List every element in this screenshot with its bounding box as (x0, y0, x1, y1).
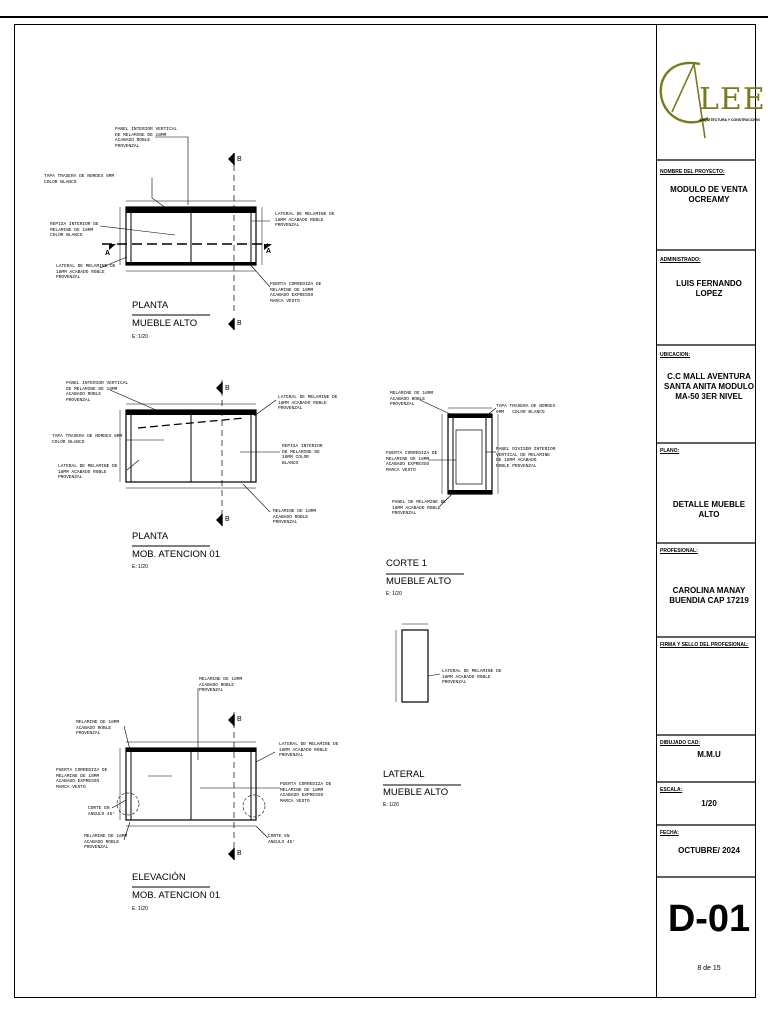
project-name-value: MODULO DE VENTA OCREAMY (670, 185, 748, 204)
view5-title: LATERAL (383, 769, 425, 780)
signature-label: FIRMA Y SELLO DEL PROFESIONAL: (660, 642, 749, 648)
view4-scale: E: 1/20 (386, 591, 402, 597)
cad-cell (660, 738, 754, 780)
view-lateral (396, 624, 440, 702)
professional-value: CAROLINA MANAY BUENDIA CAP 17219 (669, 586, 749, 605)
note-corte-angulo-right: CORTE EN ANGULO 45° (268, 834, 296, 845)
view3-title: ELEVACIÓN (132, 872, 186, 883)
scale-cell (660, 785, 754, 823)
note-lateral-elev: LATERAL DE MELAMINE DE 18MM ACABADO ROBLE PROVENZAL (279, 742, 339, 758)
company-logo-text: LEE (699, 82, 766, 117)
note-repisa-interior-1: REPISA INTERIOR DE MELAMINE DE 18MM COLOR BLANCO (50, 222, 99, 238)
note-repisa-interior-2: REPISA INTERIOR DE MELAMINE DE 18MM COLOR BLANCO (282, 444, 323, 466)
administered-value: LUIS FERNANDO LOPEZ (676, 279, 742, 298)
section-mark-a-right: A (266, 248, 272, 255)
project-name-cell (660, 163, 754, 249)
plan-value: DETALLE MUEBLE ALTO (672, 500, 746, 519)
section-mark-b3-bottom: B (237, 850, 242, 857)
view4-title: CORTE 1 (386, 558, 428, 569)
scale-value: 1/20 (701, 799, 717, 808)
note-puerta-corrediza-corte: PUERTA CORREDIZA DE MELAMINE DE 18MM ACABADO EXPRESSO MARCA VESTO (386, 451, 438, 473)
view1-subtitle: MUEBLE ALTO (132, 318, 198, 329)
note-panel-corte-bottom: PANEL DE MELAMINE DE 18MM ACABADO ROBLE PROVENZAL (392, 500, 447, 516)
note-melamine-2: MELAMINE DE 18MM ACABADO ROBLE PROVENZAL (273, 509, 317, 525)
location-cell (660, 348, 754, 440)
sheet-count: 8 de 15 (697, 965, 721, 972)
note-tapa-trasera-1: TAPA TRASERA DE NORDEX 6MM COLOR BLANCO (44, 174, 115, 185)
note-lateral-view: LATERAL DE MELAMINE DE 18MM ACABADO ROBLE PROVENZAL (442, 669, 502, 685)
location-value: C.C MALL AVENTURA SANTA ANITA MODULO MA-50 3ER NIVEL (664, 372, 754, 401)
sheet-code: D-01 (667, 898, 751, 940)
view2-scale: E: 1/20 (132, 564, 148, 570)
plan-cell (660, 446, 754, 540)
view1-title: PLANTA (132, 300, 169, 311)
view5-scale: E: 1/20 (383, 802, 399, 808)
view2-subtitle: MOB. ATENCION 01 (132, 549, 220, 560)
view2-title: PLANTA (132, 531, 169, 542)
date-label: FECHA: (660, 830, 679, 836)
note-lateral-2a: LATERAL DE MELAMINE DE 18MM ACABADO ROBLE PROVENZAL (58, 464, 118, 480)
view1-scale: E: 1/20 (132, 334, 148, 340)
view3-scale: E: 1/20 (132, 906, 148, 912)
note-melamine-elev-top: MELAMINE DE 18MM ACABADO ROBLE PROVENZAL (199, 677, 243, 693)
note-melamine-elev-left: MELAMINE DE 18MM ACABADO ROBLE PROVENZAL (76, 720, 120, 736)
section-mark-b1-top: B (237, 156, 242, 163)
date-value: OCTUBRE/ 2024 (678, 846, 740, 855)
section-mark-b3-top: B (237, 716, 242, 723)
note-lateral-1b: LATERAL DE MELAMINE DE 18MM ACABADO ROBLE PROVENZAL (275, 212, 335, 228)
scale-label: ESCALA: (660, 787, 683, 793)
date-cell (660, 828, 754, 874)
project-name-label: NOMBRE DEL PROYECTO: (660, 169, 725, 175)
company-logo-subtitle: ARQUITECTURA Y CONSTRUCCION (699, 118, 760, 122)
note-corte-angulo-left: CORTE EN ANGULO 45° (88, 806, 116, 817)
administered-cell (660, 253, 754, 343)
professional-cell (660, 546, 754, 634)
view3-subtitle: MOB. ATENCION 01 (132, 890, 220, 901)
note-panel-divisor-corte: PANEL DIVISOR INTERIOR VERTICAL DE MELAMINE DE 18MM ACABADO ROBLE PROVENZAL (496, 447, 556, 469)
administered-label: ADMINISTRADO: (660, 257, 701, 263)
section-mark-b2-top: B (225, 385, 230, 392)
note-puerta-corrediza-elev-right: PUERTA CORREDIZA DE MELAMINE DE 18MM ACABADO EXPRESSO MARCA VESTO (280, 782, 332, 804)
view-elevacion (112, 688, 280, 860)
note-puerta-corrediza-elev-left: PUERTA CORREDIZA DE MELAMINE DE 18MM ACABADO EXPRESSO MARCA VESTO (56, 768, 108, 790)
plan-label: PLANO: (660, 448, 680, 454)
note-tapa-trasera-corte: TAPA TRASERA DE NORDEX 6MM COLOR BLANCO (496, 404, 556, 415)
note-lateral-2b: LATERAL DE MELAMINE DE 18MM ACABADO ROBLE PROVENZAL (278, 395, 338, 411)
note-panel-interior-2: PANEL INTERIOR VERTICAL DE MELAMINE DE 18MM ACABADO ROBLE PROVENZAL (66, 381, 129, 403)
signature-cell (660, 640, 754, 732)
note-lateral-1a: LATERAL DE MELAMINE DE 18MM ACABADO ROBLE PROVENZAL (56, 264, 116, 280)
note-tapa-trasera-2: TAPA TRASERA DE NORDEX 6MM COLOR BLANCO (52, 434, 123, 445)
location-label: UBICACION: (660, 352, 690, 358)
note-melamine-corte-top: MELAMINE DE 18MM ACABADO ROBLE PROVENZAL (390, 391, 434, 407)
section-mark-a-left: A (105, 250, 111, 257)
note-melamine-elev-bottom: MELAMINE DE 18MM ACABADO ROBLE PROVENZAL (84, 834, 128, 850)
section-mark-b1-bottom: B (237, 320, 242, 327)
sheet-cell (660, 880, 754, 996)
note-puerta-corrediza-1: PUERTA CORREDIZA DE MELAMINE DE 18MM ACABADO EXPRESSO MARCA VESTO (270, 282, 322, 304)
professional-label: PROFESIONAL: (660, 548, 698, 554)
view5-subtitle: MUEBLE ALTO (383, 787, 449, 798)
view4-subtitle: MUEBLE ALTO (386, 576, 452, 587)
cad-value: M.M.U (697, 750, 721, 759)
view-planta-mueble-alto (100, 137, 272, 330)
cad-label: DIBUJADO CAD: (660, 740, 700, 746)
section-mark-b2-bottom: B (225, 516, 230, 523)
view-planta-mob-atencion (110, 380, 280, 526)
note-panel-interior-1: PANEL INTERIOR VERTICAL DE MELAMINE DE 18MM ACABADO ROBLE PROVENZAL (115, 127, 178, 149)
